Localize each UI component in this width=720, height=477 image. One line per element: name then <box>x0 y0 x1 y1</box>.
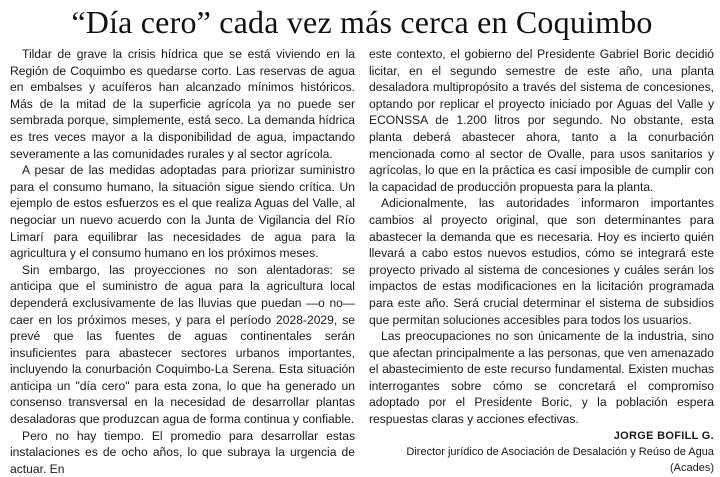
right-column <box>369 46 714 477</box>
article-title: “Día cero” cada vez más cerca en Coquimbo <box>71 4 653 40</box>
author-role: Director jurídico de Asociación de Desalación y Reúso de Agua (Acades) <box>406 445 714 474</box>
paragraph-3: Sin embargo, las proyecciones no son alentadoras: se anticipa que el suministro de agua para la agricultura local dependerá exclusivamente de las lluvias que puedan —o no— caer en los próximos meses, y para el período 2028-2029, se prevé que las fuentes de aguas continentales serán insuficientes para abastecer sectores urbanos importantes, incluyendo la conurbación Coquimbo-La Serena. Esta situación anticipa un "día cero" para esta zona, lo que ha generado un consenso transversal en la necesidad de desarrollar plantas desaladoras que produzcan agua de forma continua y confiable. <box>10 262 355 427</box>
paragraph-5: Adicionalmente, las autoridades informaron importantes cambios al proyecto original, que son determinantes para abastecer la demanda que es necesaria. Hoy es incierto quién llevará a cabo estos nuevos estudios, cómo se integrará este proyecto privado al sistema de concesiones y cuáles serán los impactos de estas modificaciones en la licitación programada para este año. Será crucial determinar el sistema de subsidios que permitan soluciones accesibles para todos los usuarios. <box>369 196 714 327</box>
left-column <box>10 46 355 477</box>
paragraph-1: Tildar de grave la crisis hídrica que se está viviendo en la Región de Coquimbo es quedarse corto. Las reservas de agua en embalses y acuíferos han alcanzado mínimos históricos. Más de la mitad de la superficie agrícola ya no puede ser sembrada porque, simplemente, está seco. La demanda hídrica es tres veces mayor a la disponibilidad de agua, impactando severamente a las comunidades rurales y al sector agrícola. <box>10 47 355 161</box>
paragraph-2: A pesar de las medidas adoptadas para priorizar suministro para el consumo humano, la situación sigue siendo crítica. Un ejemplo de estos esfuerzos es el que realiza Aguas del Valle, al negociar un nuevo acuerdo con la Junta de Vigilancia del Río Limarí para equilibrar las necesidades de agua para la agricultura y el consumo humano en los próximos meses. <box>10 163 355 261</box>
paragraph-6: Las preocupaciones no son únicamente de la industria, sino que afectan principalmente a las personas, que ven amenazado el abastecimiento de este recurso fundamental. Existen muchas interrogantes sobre cómo se concretará el compromiso adoptado por el Presidente Boric, y la población espera respuestas claras y acciones efectivas. <box>369 329 714 427</box>
paragraph-4: Pero no hay tiempo. El promedio para desarrollar estas instalaciones es de ocho años, lo que subraya la urgencia de actuar. En <box>10 428 355 476</box>
paragraph-4-continued: este contexto, el gobierno del Presidente Gabriel Boric decidió licitar, en el segundo semestre de este año, una planta desaladora multipropósito a través del sistema de concesiones, optando por replicar el proyecto iniciado por Aguas del Valle y ECONSSA de 1.200 litros por segundo. No obstante, esta planta deberá abastecer ahora, tanto a la conurbación mencionada como al sector de Ovalle, para usos sanitarios y agrícolas, lo que en la práctica es casi imposible de cumplir con la capacidad de producción propuesta para la planta. <box>369 47 714 194</box>
article-columns <box>10 46 714 477</box>
author-name: JORGE BOFILL G. <box>613 429 714 442</box>
signature <box>369 428 714 476</box>
